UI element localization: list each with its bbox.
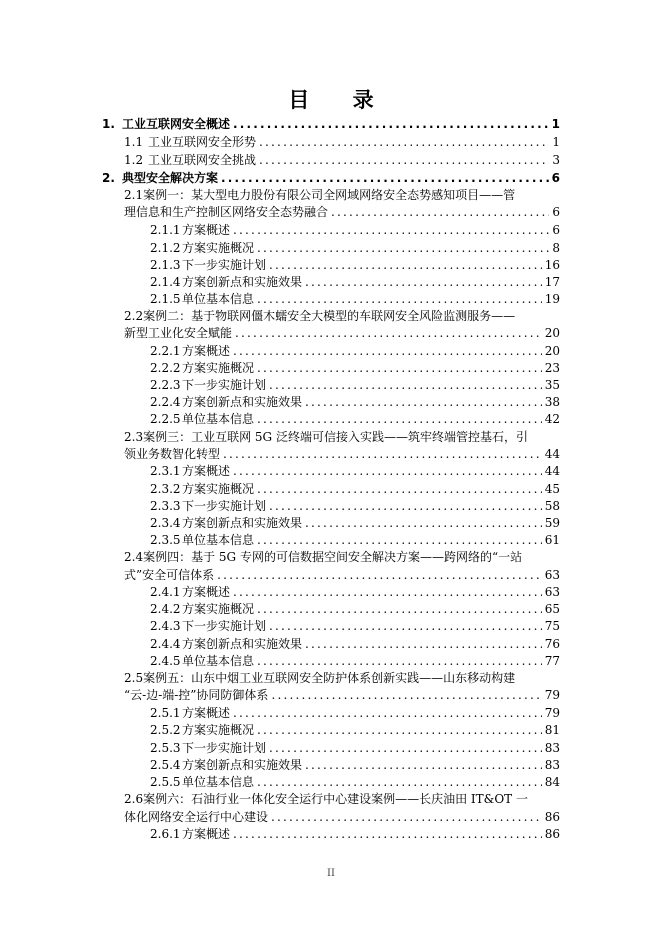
toc-dot-leader	[269, 497, 542, 515]
toc-entry-page: 20	[544, 326, 560, 340]
toc-entry-2-3-2[interactable]	[150, 480, 560, 498]
toc-entry-2-2-4[interactable]	[150, 393, 560, 411]
toc-entry-page: 79	[544, 706, 560, 720]
toc-entry-number: 2.1.5	[150, 292, 181, 306]
toc-entry-title: 下一步实施计划	[182, 499, 267, 513]
toc-entry-page: 6	[552, 205, 560, 219]
toc-dot-leader	[257, 531, 542, 549]
toc-entry-title-line1: 案例三：工业互联网 5G 泛终端可信接入实践——筑牢终端管控基石，引	[143, 430, 528, 444]
toc-entry-title-line1: 案例四：基于 5G 专网的可信数据空间安全解决方案——跨网络的“一站	[143, 550, 523, 564]
toc-dot-leader	[257, 239, 549, 257]
toc-entry-page: 79	[544, 688, 560, 702]
toc-entry-number: 2.1.4	[150, 275, 181, 289]
toc-entry-title: 工业互联网安全挑战	[148, 153, 257, 167]
toc-entry-number: 2.5.1	[150, 706, 181, 720]
page-number: II	[327, 868, 335, 879]
toc-entry-number: 1.1	[124, 135, 144, 149]
toc-dot-leader	[233, 462, 542, 480]
toc-dot-leader	[235, 324, 542, 342]
toc-entry-title: 方案创新点和实施效果	[182, 516, 303, 530]
toc-entry-2-1[interactable]	[124, 186, 564, 204]
toc-entry-title: 下一步实施计划	[182, 619, 267, 633]
toc-entry-2-5-2[interactable]	[150, 721, 560, 739]
toc-dot-leader	[305, 635, 542, 653]
toc-entry-2-2-3[interactable]	[150, 376, 560, 394]
toc-entry-number: 2.1.1	[150, 223, 181, 237]
toc-entry-page: 58	[544, 499, 560, 513]
toc-dot-leader	[257, 721, 542, 739]
toc-dot-leader	[331, 203, 549, 221]
toc-entry-2-4-4[interactable]	[150, 635, 560, 653]
toc-dot-leader	[271, 686, 541, 704]
toc-entry-2-3-cont[interactable]	[124, 445, 560, 463]
toc-dot-leader	[305, 273, 542, 291]
toc-entry-title: 工业互联网安全概述	[122, 117, 231, 131]
toc-entry-page: 20	[544, 344, 560, 358]
toc-entry-2-2-2[interactable]	[150, 359, 560, 377]
toc-entry-page: 8	[552, 241, 560, 255]
toc-entry-number: 2.4.1	[150, 585, 181, 599]
toc-entry-title: 下一步实施计划	[182, 741, 267, 755]
toc-entry-number: 2.5.4	[150, 758, 181, 772]
toc-dot-leader	[257, 773, 542, 791]
toc-dot-leader	[305, 393, 542, 411]
toc-entry-number: 2.3.4	[150, 516, 181, 530]
toc-entry-2-5-cont[interactable]	[124, 686, 560, 704]
toc-entry-number: 2.3.1	[150, 464, 181, 478]
toc-dot-leader	[233, 583, 542, 601]
toc-entry-2-3-5[interactable]	[150, 531, 560, 549]
toc-entry-number: 2.5.3	[150, 741, 181, 755]
toc-entry-page: 16	[544, 258, 560, 272]
toc-entry-2-1-2[interactable]	[150, 239, 560, 257]
toc-entry-title: 方案创新点和实施效果	[182, 758, 303, 772]
toc-entry-page: 86	[544, 827, 560, 841]
toc-entry-title: 方案概述	[182, 706, 231, 720]
toc-entry-title: 下一步实施计划	[182, 258, 267, 272]
toc-entry-number: 2.3.5	[150, 533, 181, 547]
toc-dot-leader	[271, 808, 542, 826]
toc-entry-number: 2.5.5	[150, 775, 181, 789]
toc-entry-title-line2: 新型工业化安全赋能	[124, 326, 233, 340]
toc-entry-2-4-5[interactable]	[150, 652, 560, 670]
toc-entry-title: 方案实施概况	[182, 361, 255, 375]
toc-entry-2-4-cont[interactable]	[124, 566, 560, 584]
toc-entry-page: 83	[544, 758, 560, 772]
toc-entry-number: 2.1.2	[150, 241, 181, 255]
toc-entry-number: 2.3.3	[150, 499, 181, 513]
toc-entry-title: 方案实施概况	[182, 482, 255, 496]
toc-entry-1-2[interactable]	[124, 151, 560, 169]
toc-entry-title: 方案实施概况	[182, 602, 255, 616]
toc-entry-number: 2.1	[124, 188, 144, 202]
toc-entry-page: 1	[552, 135, 560, 149]
toc-dot-leader	[223, 445, 542, 463]
toc-entry-number: 2.4.3	[150, 619, 181, 633]
toc-entry-2-4-3[interactable]	[150, 617, 560, 635]
toc-entry-title: 方案概述	[182, 223, 231, 237]
toc-entry-page: 83	[544, 741, 560, 755]
toc-entry-page: 44	[544, 447, 560, 461]
toc-entry-2-1-4[interactable]	[150, 273, 560, 291]
toc-dot-leader	[217, 566, 542, 584]
toc-entry-title: 单位基本信息	[182, 412, 255, 426]
toc-entry-2-5-4[interactable]	[150, 756, 560, 774]
toc-entry-page: 77	[544, 654, 560, 668]
toc-entry-number: 2.6	[124, 792, 144, 806]
toc-entry-title: 典型安全解决方案	[122, 171, 219, 185]
toc-entry-2-4-2[interactable]	[150, 600, 560, 618]
toc-title: 目 录	[288, 88, 392, 112]
toc-entry-page: 38	[544, 395, 560, 409]
toc-entry-page: 84	[544, 775, 560, 789]
toc-entry-number: 2.3.2	[150, 482, 181, 496]
toc-entry-title: 工业互联网安全形势	[148, 135, 257, 149]
toc-entry-2-1-5[interactable]	[150, 290, 560, 308]
toc-dot-leader	[257, 600, 542, 618]
toc-dot-leader	[257, 480, 542, 498]
toc-dot-leader	[259, 133, 549, 151]
toc-entry-page: 59	[544, 516, 560, 530]
toc-entry-number: 2.1.3	[150, 258, 181, 272]
toc-entry-2-1-1[interactable]	[150, 221, 560, 239]
toc-dot-leader	[233, 221, 549, 239]
toc-dot-leader	[259, 151, 549, 169]
toc-dot-leader	[269, 617, 542, 635]
toc-entry-title: 方案概述	[182, 464, 231, 478]
toc-entry-title: 单位基本信息	[182, 775, 255, 789]
toc-entry-1-1[interactable]	[124, 133, 560, 151]
toc-entry-title-line1: 案例二：基于物联网僵木蠕安全大模型的车联网安全风险监测服务——	[143, 309, 516, 323]
toc-entry-page: 6	[551, 171, 560, 185]
toc-entry-number: 2.5.2	[150, 723, 181, 737]
toc-dot-leader	[233, 115, 549, 133]
toc-entry-number: 2.2.4	[150, 395, 181, 409]
toc-entry-2-1-3[interactable]	[150, 256, 560, 274]
toc-dot-leader	[305, 756, 542, 774]
toc-entry-title: 方案概述	[182, 344, 231, 358]
toc-entry-title-line2: 领业务数智化转型	[124, 447, 221, 461]
toc-entry-number: 2.2.2	[150, 361, 181, 375]
toc-dot-leader	[269, 256, 542, 274]
toc-entry-title: 方案概述	[182, 827, 231, 841]
toc-entry-page: 65	[544, 602, 560, 616]
toc-entry-2-4-1[interactable]	[150, 583, 560, 601]
toc-entry-page: 61	[544, 533, 560, 547]
toc-entry-2-2-cont[interactable]	[124, 324, 560, 342]
toc-entry-2-2-5[interactable]	[150, 410, 560, 428]
toc-entry-2-6-1[interactable]	[150, 825, 560, 843]
toc-dot-leader	[257, 652, 542, 670]
toc-entry-page: 3	[552, 153, 560, 167]
toc-entry-title: 单位基本信息	[182, 292, 255, 306]
toc-entry-page: 35	[544, 378, 560, 392]
toc-entry-2-1-cont[interactable]	[124, 203, 560, 221]
toc-entry-page: 75	[544, 619, 560, 633]
toc-dot-leader	[269, 739, 542, 757]
toc-entry-number: 2.2.1	[150, 344, 181, 358]
toc-dot-leader	[257, 359, 542, 377]
toc-entry-number: 2.4.4	[150, 637, 181, 651]
toc-entry-page: 44	[544, 464, 560, 478]
toc-entry-title: 单位基本信息	[182, 654, 255, 668]
toc-entry-number: 2.3	[124, 430, 144, 444]
toc-entry-2-5-3[interactable]	[150, 739, 560, 757]
toc-dot-leader	[221, 169, 549, 187]
toc-entry-2-3-3[interactable]	[150, 497, 560, 515]
toc-entry-2-6[interactable]	[124, 790, 564, 808]
toc-dot-leader	[233, 704, 542, 722]
toc-entry-title: 方案概述	[182, 585, 231, 599]
toc-entry-page: 1	[551, 117, 560, 131]
toc-entry-number: 2.4	[124, 550, 144, 564]
toc-entry-page: 81	[544, 723, 560, 737]
toc-entry-number: 2.2.3	[150, 378, 181, 392]
toc-entry-title-line2: 体化网络安全运行中心建设	[124, 810, 269, 824]
toc-entry-1[interactable]	[102, 115, 560, 133]
toc-dot-leader	[233, 825, 542, 843]
toc-entry-title-line2: 式”安全可信体系	[124, 568, 215, 582]
toc-entry-2-3-1[interactable]	[150, 462, 560, 480]
toc-entry-number: 2.6.1	[150, 827, 181, 841]
toc-entry-title-line1: 案例六：石油行业一体化安全运行中心建设案例——长庆油田 IT&OT 一	[143, 792, 528, 806]
toc-dot-leader	[269, 376, 542, 394]
toc-entry-number: 1.	[102, 117, 115, 131]
toc-dot-leader	[257, 410, 542, 428]
toc-entry-number: 2.2.5	[150, 412, 181, 426]
toc-entry-2-2[interactable]	[124, 307, 564, 325]
toc-dot-leader	[233, 342, 542, 360]
toc-entry-2[interactable]	[102, 169, 560, 187]
toc-entry-page: 45	[544, 482, 560, 496]
toc-entry-page: 42	[544, 412, 560, 426]
toc-entry-title: 方案创新点和实施效果	[182, 395, 303, 409]
toc-entry-page: 63	[544, 585, 560, 599]
toc-entry-number: 2.	[102, 171, 115, 185]
toc-entry-2-5-5[interactable]	[150, 773, 560, 791]
toc-entry-page: 23	[544, 361, 560, 375]
toc-entry-title-line2: 理信息和生产控制区网络安全态势融合	[124, 205, 329, 219]
toc-entry-title: 单位基本信息	[182, 533, 255, 547]
toc-entry-page: 63	[544, 568, 560, 582]
toc-entry-title: 方案实施概况	[182, 241, 255, 255]
toc-entry-number: 2.4.5	[150, 654, 181, 668]
toc-entry-page: 6	[552, 223, 560, 237]
toc-entry-title: 方案实施概况	[182, 723, 255, 737]
toc-entry-2-4[interactable]	[124, 548, 564, 566]
toc-entry-number: 1.2	[124, 153, 144, 167]
toc-entry-title-line1: 案例五：山东中烟工业互联网安全防护体系创新实践——山东移动构建	[143, 671, 516, 685]
toc-entry-2-2-1[interactable]	[150, 342, 560, 360]
toc-entry-2-5-1[interactable]	[150, 704, 560, 722]
toc-entry-title: 方案创新点和实施效果	[182, 637, 303, 651]
toc-entry-2-5[interactable]	[124, 669, 564, 687]
toc-entry-number: 2.4.2	[150, 602, 181, 616]
toc-entry-number: 2.2	[124, 309, 144, 323]
toc-entry-2-6-cont[interactable]	[124, 808, 560, 826]
toc-entry-page: 76	[544, 637, 560, 651]
toc-entry-2-3-4[interactable]	[150, 514, 560, 532]
toc-entry-2-3[interactable]	[124, 428, 564, 446]
toc-dot-leader	[257, 290, 542, 308]
toc-dot-leader	[305, 514, 542, 532]
toc-entry-title: 方案创新点和实施效果	[182, 275, 303, 289]
toc-entry-title-line2: “云-边-端-控”协同防御体系	[124, 688, 269, 702]
toc-entry-page: 17	[544, 275, 560, 289]
toc-entry-page: 86	[544, 810, 560, 824]
toc-entry-page: 19	[544, 292, 560, 306]
toc-entry-title: 下一步实施计划	[182, 378, 267, 392]
toc-entry-title-line1: 案例一：某大型电力股份有限公司全网域网络安全态势感知项目——管	[143, 188, 516, 202]
toc-entry-number: 2.5	[124, 671, 144, 685]
